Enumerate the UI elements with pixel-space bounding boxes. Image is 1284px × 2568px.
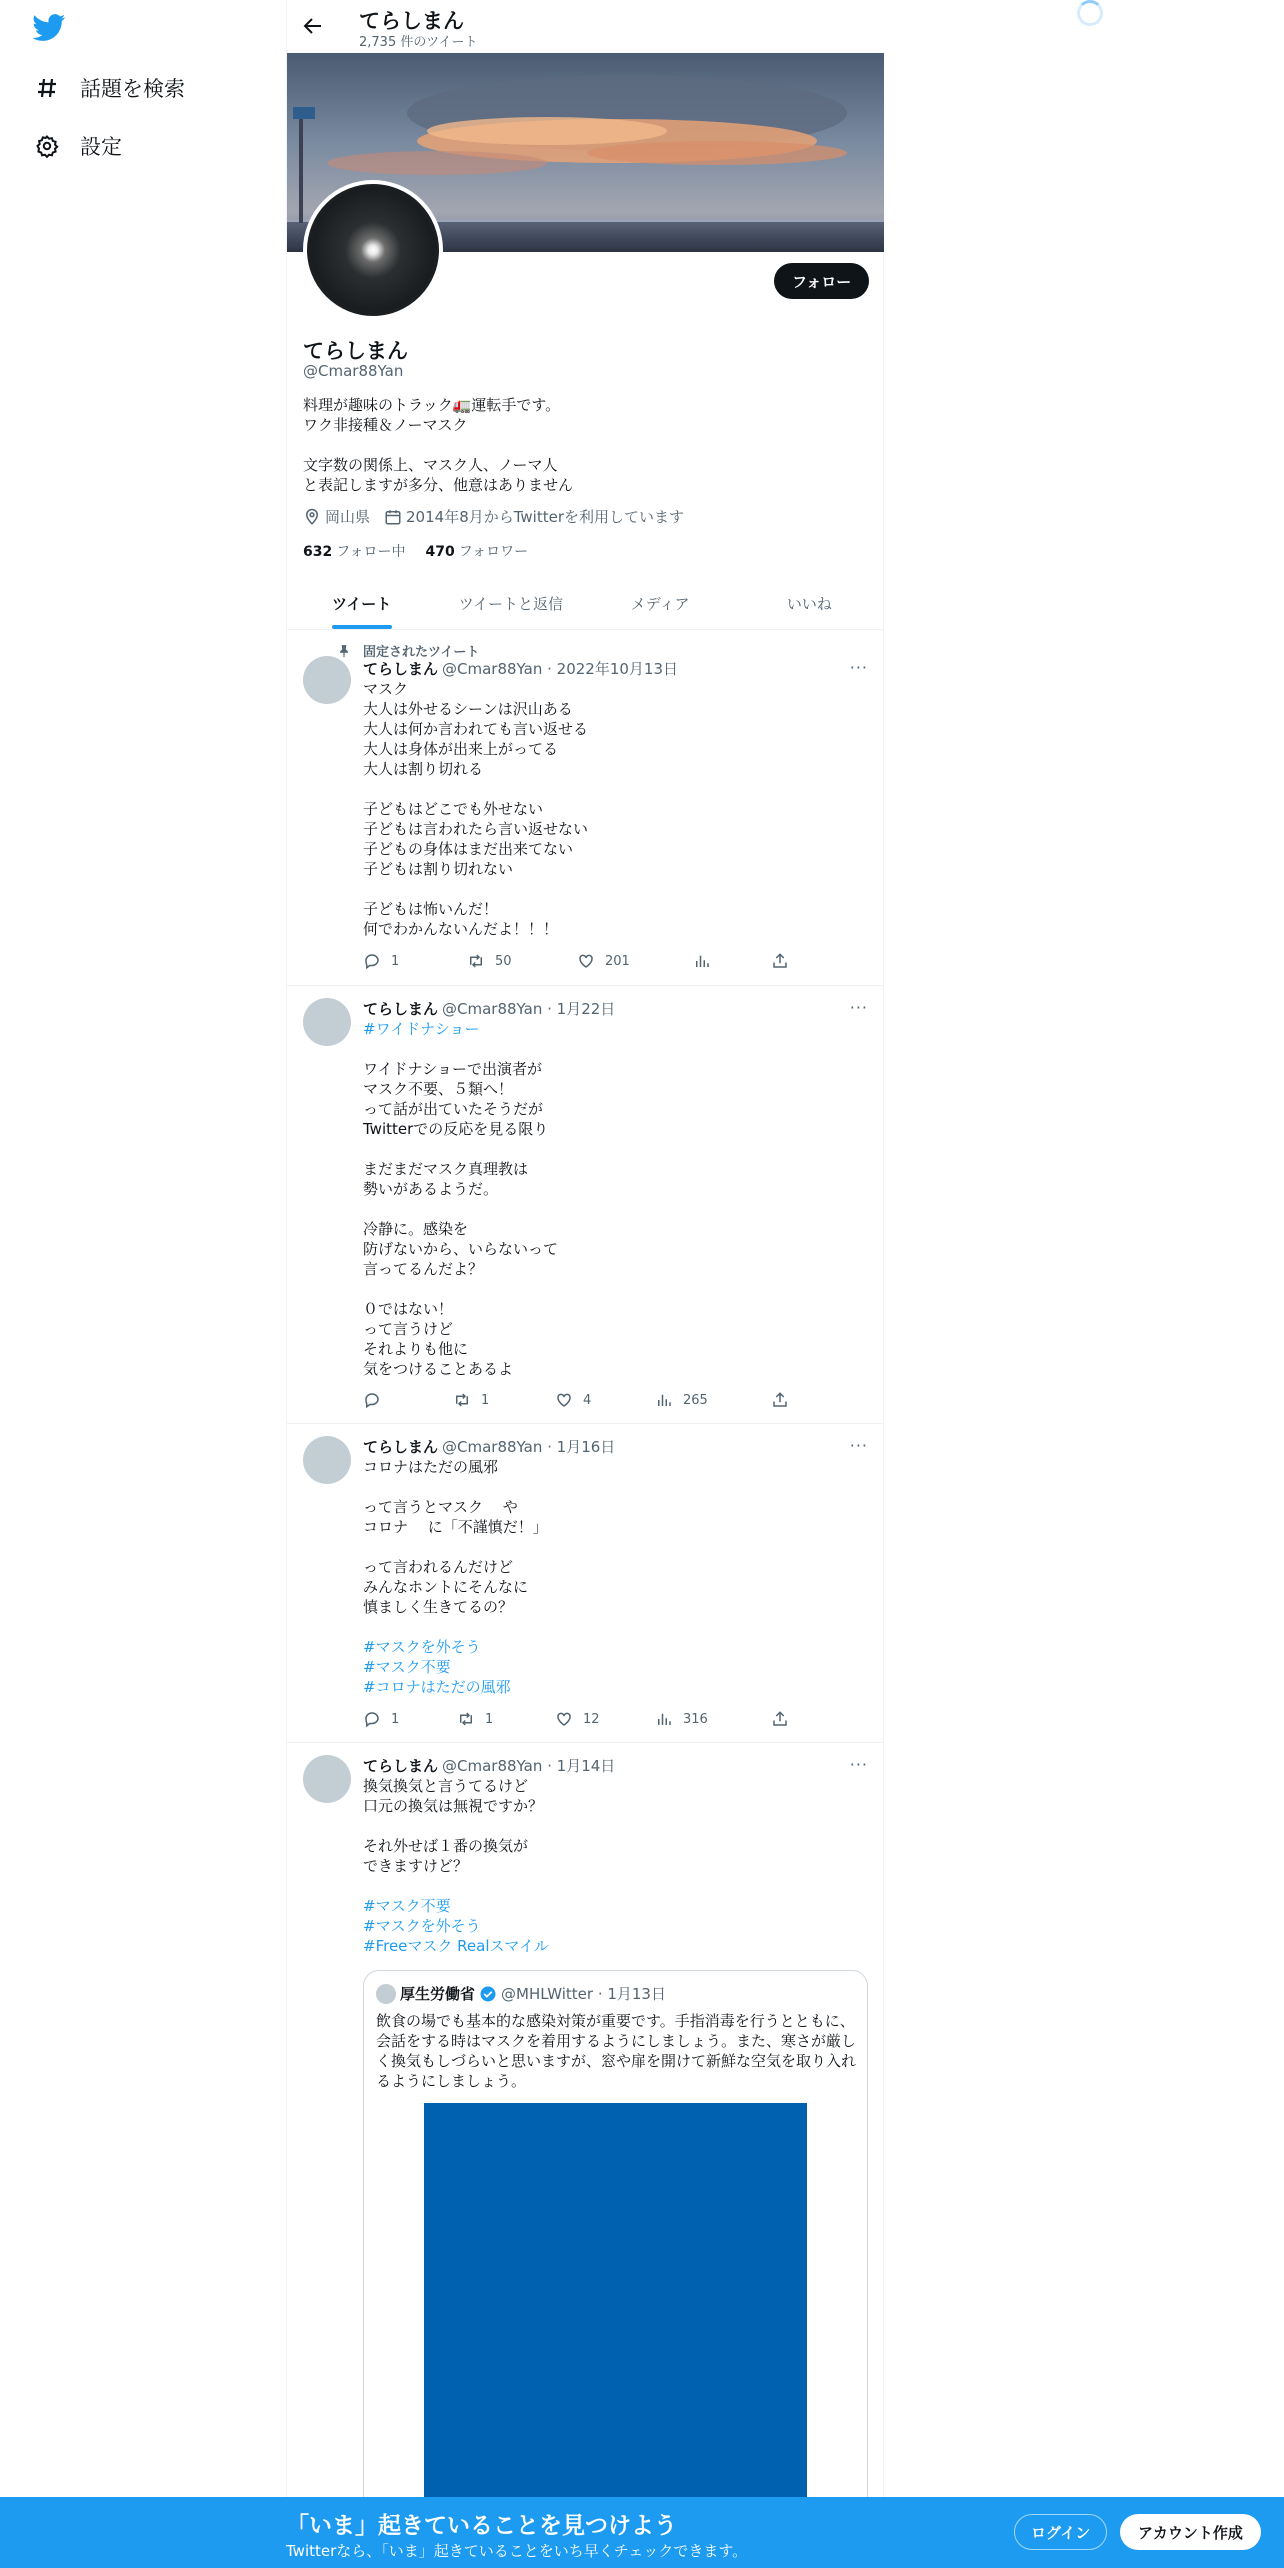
retweet-button[interactable]	[467, 952, 512, 970]
retweet-button[interactable]	[457, 1710, 493, 1728]
more-options-icon[interactable]: ···	[849, 1755, 868, 1774]
avatar[interactable]	[303, 1755, 351, 1803]
tweet-header	[363, 1436, 615, 1457]
hashtag-link[interactable]: #Freeマスク Realスマイル	[363, 1937, 549, 1955]
tweet-author-name[interactable]: てらしまん	[363, 1438, 439, 1456]
tweet-hashtags	[363, 1637, 511, 1697]
share-button[interactable]	[771, 952, 799, 970]
pinned-label: 固定されたツイート	[363, 645, 480, 660]
tweet-item[interactable]	[287, 1743, 884, 2568]
views-button[interactable]	[693, 952, 721, 970]
nav-item-label: 話題を検索	[80, 77, 185, 101]
reply-count: 1	[391, 1711, 400, 1727]
nav-item-explore[interactable]	[34, 73, 185, 103]
tweet-text: マスク 大人は外せるシーンは沢山ある 大人は何か言われても言い返せる 大人は身体が出来上がってる 大人は割り切れる 子どもはどこでも外せない 子どもは言われたら言い返せない 子どもの身体はまだ出来てない 子どもは割り切れない 子どもは怖いんだ！ 何でわかんないんだよ！！！	[363, 680, 589, 938]
tweet-meta[interactable]: @Cmar88Yan · 1月16日	[442, 1438, 616, 1456]
avatar[interactable]	[303, 1436, 351, 1484]
tweet-item[interactable]	[287, 630, 884, 986]
page-title: てらしまん	[359, 9, 464, 33]
quoted-tweet-header	[376, 1983, 666, 2004]
reply-count: 1	[391, 953, 400, 969]
following-label: フォロー中	[336, 544, 406, 560]
tweet-hashtags	[363, 1019, 480, 1039]
tweet-actions	[363, 1710, 793, 1730]
location-item	[303, 506, 370, 527]
profile-name: てらしまん	[303, 339, 408, 363]
followers-label: フォロワー	[458, 544, 529, 560]
hashtag-icon	[34, 75, 60, 101]
tweet-author-name[interactable]: てらしまん	[363, 660, 439, 678]
signup-prompt-title: 「いま」起きていることを見つけよう	[286, 2513, 677, 2539]
tweet-item[interactable]	[287, 1424, 884, 1743]
tweet-actions	[363, 1391, 793, 1411]
hashtag-link[interactable]: #マスク不要	[363, 1897, 451, 1915]
heart-icon	[577, 952, 595, 970]
quoted-author-name: 厚生労働省	[400, 1985, 476, 2003]
share-icon	[771, 1710, 789, 1728]
tweet-meta[interactable]: @Cmar88Yan · 1月14日	[442, 1757, 616, 1775]
share-icon	[771, 1391, 789, 1409]
tab-tweets[interactable]: ツイート	[287, 577, 436, 629]
more-options-icon[interactable]: ···	[849, 998, 868, 1017]
retweet-icon	[467, 952, 485, 970]
like-button[interactable]	[577, 952, 630, 970]
tweet-author-name[interactable]: てらしまん	[363, 1000, 439, 1018]
share-button[interactable]	[771, 1391, 799, 1409]
tweet-header	[363, 658, 678, 679]
quoted-tweet[interactable]	[363, 1970, 868, 2568]
tweet-text: コロナはただの風邪 って言うとマスク や コロナ に「不謹慎だ！」 って言われるんだけど みんなホントにそんなに 慎ましく生きてるの？	[363, 1458, 548, 1616]
heart-icon	[555, 1391, 573, 1409]
share-button[interactable]	[771, 1710, 799, 1728]
quoted-tweet-text: 飲食の場でも基本的な感染対策が重要です。手指消毒を行うとともに、会話をする時はマスクを着用するようにしましょう。また、寒さが厳しく換気もしづらいと思いますが、窓や扉を開けて新鮮な空気を取り入れるようにしましょう。	[376, 2012, 857, 2090]
retweet-icon	[457, 1710, 475, 1728]
tweet-meta[interactable]: @Cmar88Yan · 2022年10月13日	[442, 660, 678, 678]
like-count: 12	[583, 1711, 600, 1727]
bar-chart-icon	[693, 952, 711, 970]
following-link[interactable]	[303, 541, 406, 561]
signup-prompt-subtitle: Twitterなら、「いま」起きていることをいち早くチェックできます。	[286, 2542, 748, 2560]
view-count: 265	[683, 1392, 708, 1408]
more-options-icon[interactable]: ···	[849, 658, 868, 677]
tweet-text: 換気換気と言うてるけど 口元の換気は無視ですか？ それ外せば１番の換気が できますけど？	[363, 1777, 544, 1875]
like-count: 4	[583, 1392, 592, 1408]
tab-likes[interactable]: いいね	[786, 594, 832, 613]
reply-icon	[363, 952, 381, 970]
twitter-logo-icon[interactable]	[32, 14, 66, 42]
profile-stats	[303, 541, 548, 561]
verified-badge-icon	[479, 1985, 497, 2003]
bar-chart-icon	[655, 1710, 673, 1728]
views-button[interactable]	[655, 1710, 708, 1728]
back-arrow-icon[interactable]	[301, 14, 325, 38]
tweet-text: ワイドナショーで出演者が マスク不要、５類へ！ って話が出ていたそうだが Twitterでの反応を見る限り まだまだマスク真理教は 勢いがあるようだ。 冷静に。感染を 防げないから、いらないって 言ってるんだよ？ ０ではない！ って言うけど それよりも他に 気をつけることあるよ	[363, 1060, 559, 1378]
nav-item-settings[interactable]	[34, 131, 122, 161]
tab-media[interactable]: メディア	[630, 594, 690, 613]
quoted-tweet-meta: @MHLWitter · 1月13日	[501, 1985, 666, 2003]
tweet-hashtags	[363, 1896, 549, 1956]
more-options-icon[interactable]: ···	[849, 1436, 868, 1455]
views-button[interactable]	[655, 1391, 708, 1409]
followers-count: 470	[425, 544, 455, 560]
hashtag-link[interactable]: #コロナはただの風邪	[363, 1678, 511, 1696]
tweet-count: 2,735 件のツイート	[359, 35, 478, 50]
tab-tweets-and-replies[interactable]: ツイートと返信	[458, 594, 563, 613]
hashtag-link[interactable]: #ワイドナショー	[363, 1020, 480, 1038]
quoted-tweet-image[interactable]	[424, 2103, 807, 2523]
profile-joined: 2014年8月からTwitterを利用しています	[406, 508, 685, 526]
retweet-icon	[453, 1391, 471, 1409]
nav-item-label: 設定	[80, 135, 122, 159]
like-button[interactable]	[555, 1710, 600, 1728]
tweet-item[interactable]	[287, 986, 884, 1424]
bar-chart-icon	[655, 1391, 673, 1409]
tweet-author-name[interactable]: てらしまん	[363, 1757, 439, 1775]
follow-button[interactable]: フォロー	[774, 263, 869, 299]
share-icon	[771, 952, 789, 970]
gear-icon	[34, 133, 60, 159]
profile-header-bar	[287, 0, 884, 53]
pin-icon	[337, 644, 351, 658]
reply-icon	[363, 1710, 381, 1728]
profile-tabs	[287, 577, 884, 630]
avatar[interactable]	[303, 998, 351, 1046]
retweet-count: 50	[495, 953, 512, 969]
profile-handle: @Cmar88Yan	[303, 362, 404, 380]
followers-link[interactable]	[426, 541, 529, 561]
hashtag-link[interactable]: #マスクを外そう	[363, 1638, 481, 1656]
loading-spinner-icon	[1077, 0, 1103, 26]
avatar	[376, 1984, 396, 2004]
following-count: 632	[303, 544, 333, 560]
like-button[interactable]	[555, 1391, 591, 1409]
tweet-header	[363, 998, 615, 1019]
tweet-header	[363, 1755, 615, 1776]
retweet-button[interactable]	[453, 1391, 489, 1409]
profile-avatar[interactable]	[303, 180, 443, 320]
reply-icon	[363, 1391, 381, 1409]
avatar[interactable]	[303, 656, 351, 704]
like-count: 201	[605, 953, 630, 969]
retweet-count: 1	[481, 1392, 490, 1408]
calendar-icon	[384, 508, 402, 526]
retweet-count: 1	[485, 1711, 494, 1727]
view-count: 316	[683, 1711, 708, 1727]
reply-button[interactable]	[363, 1710, 399, 1728]
location-pin-icon	[303, 508, 321, 526]
reply-button[interactable]	[363, 1391, 391, 1409]
reply-button[interactable]	[363, 952, 399, 970]
profile-location: 岡山県	[325, 508, 371, 526]
create-account-button[interactable]: アカウント作成	[1120, 2514, 1261, 2550]
joined-item	[384, 506, 684, 527]
signup-prompt-bar	[0, 2497, 1284, 2568]
profile-meta	[303, 506, 698, 527]
tweet-meta[interactable]: @Cmar88Yan · 1月22日	[442, 1000, 616, 1018]
login-button[interactable]: ログイン	[1014, 2514, 1107, 2550]
hashtag-link[interactable]: #マスクを外そう	[363, 1917, 481, 1935]
tweet-actions	[363, 952, 793, 972]
main-column	[286, 0, 884, 2568]
heart-icon	[555, 1710, 573, 1728]
hashtag-link[interactable]: #マスク不要	[363, 1658, 451, 1676]
profile-bio: 料理が趣味のトラック🚛運転手です。 ワク非接種＆ノーマスク 文字数の関係上、マスク人、ノーマ人 と表記しますが多分、他意はありません	[303, 396, 574, 494]
